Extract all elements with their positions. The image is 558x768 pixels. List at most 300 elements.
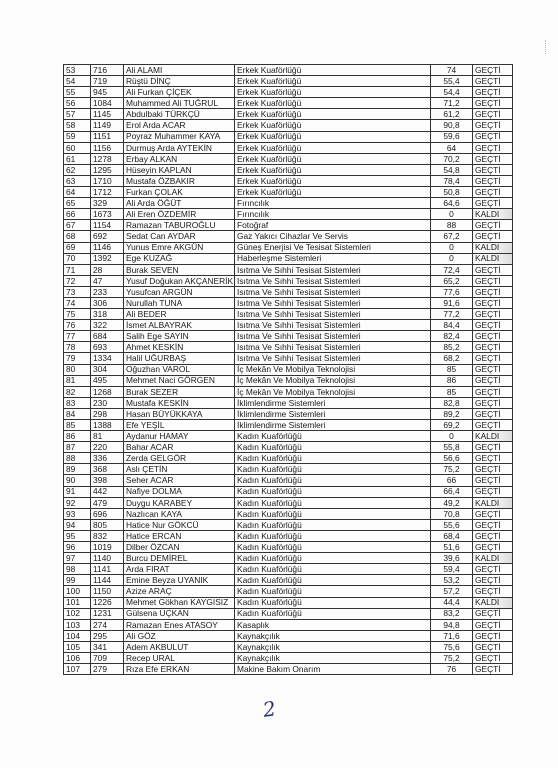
table-row xyxy=(64,164,513,175)
score-cell: 50,8 xyxy=(431,187,473,198)
row-number-cell: 57 xyxy=(64,109,91,120)
row-number-cell: 80 xyxy=(64,364,91,375)
applicant-number-cell: 298 xyxy=(91,408,124,419)
name-cell: Erol Arda ACAR xyxy=(124,120,235,131)
table-row xyxy=(64,564,513,575)
score-cell: 74 xyxy=(431,65,473,76)
table-row xyxy=(64,264,513,275)
result-cell: KALDI xyxy=(473,242,513,253)
applicant-number-cell: 1149 xyxy=(91,120,124,131)
department-cell: Isıtma Ve Sıhhi Tesisat Sistemleri xyxy=(235,286,431,297)
name-cell: Adem AKBULUT xyxy=(124,641,235,652)
table-row xyxy=(64,87,513,98)
result-cell: GEÇTİ xyxy=(473,486,513,497)
score-cell: 64,6 xyxy=(431,198,473,209)
row-number-cell: 103 xyxy=(64,619,91,630)
result-cell: KALDI xyxy=(473,497,513,508)
table-row xyxy=(64,475,513,486)
result-cell: GEÇTİ xyxy=(473,275,513,286)
result-cell: GEÇTİ xyxy=(473,397,513,408)
table-row xyxy=(64,608,513,619)
applicant-number-cell: 709 xyxy=(91,652,124,663)
department-cell: Kadın Kuaförlüğü xyxy=(235,431,431,442)
table-row xyxy=(64,297,513,308)
name-cell: Poyraz Muhammer KAYA xyxy=(124,131,235,142)
result-cell: GEÇTİ xyxy=(473,164,513,175)
department-cell: Kadın Kuaförlüğü xyxy=(235,486,431,497)
table-row xyxy=(64,187,513,198)
name-cell: Nurullah TUNA xyxy=(124,297,235,308)
row-number-cell: 106 xyxy=(64,652,91,663)
applicant-number-cell: 1226 xyxy=(91,597,124,608)
department-cell: Erkek Kuaförlüğü xyxy=(235,153,431,164)
row-number-cell: 86 xyxy=(64,431,91,442)
score-cell: 39,6 xyxy=(431,553,473,564)
result-cell: GEÇTİ xyxy=(473,630,513,641)
department-cell: Erkek Kuaförlüğü xyxy=(235,175,431,186)
name-cell: Ege KUZAĞ xyxy=(124,253,235,264)
result-cell: GEÇTİ xyxy=(473,187,513,198)
applicant-number-cell: 1144 xyxy=(91,575,124,586)
department-cell: İklimlendirme Sistemleri xyxy=(235,397,431,408)
table-row xyxy=(64,397,513,408)
applicant-number-cell: 1278 xyxy=(91,153,124,164)
name-cell: Ramazan TABUROĞLU xyxy=(124,220,235,231)
score-cell: 90,8 xyxy=(431,120,473,131)
table-row xyxy=(64,464,513,475)
department-cell: Kadın Kuaförlüğü xyxy=(235,508,431,519)
score-cell: 0 xyxy=(431,242,473,253)
table-row xyxy=(64,630,513,641)
results-table xyxy=(63,64,513,675)
department-cell: Kadın Kuaförlüğü xyxy=(235,542,431,553)
department-cell: Isıtma Ve Sıhhi Tesisat Sistemleri xyxy=(235,297,431,308)
department-cell: Erkek Kuaförlüğü xyxy=(235,164,431,175)
applicant-number-cell: 442 xyxy=(91,486,124,497)
score-cell: 77,6 xyxy=(431,286,473,297)
row-number-cell: 73 xyxy=(64,286,91,297)
name-cell: Erbay ALKAN xyxy=(124,153,235,164)
department-cell: Isıtma Ve Sıhhi Tesisat Sistemleri xyxy=(235,320,431,331)
table-row xyxy=(64,109,513,120)
name-cell: Furkan ÇOLAK xyxy=(124,187,235,198)
row-number-cell: 62 xyxy=(64,164,91,175)
department-cell: Kadın Kuaförlüğü xyxy=(235,564,431,575)
result-cell: GEÇTİ xyxy=(473,641,513,652)
name-cell: Ramazan Enes ATASOY xyxy=(124,619,235,630)
applicant-number-cell: 832 xyxy=(91,530,124,541)
row-number-cell: 75 xyxy=(64,309,91,320)
result-cell: GEÇTİ xyxy=(473,231,513,242)
name-cell: Azize ARAÇ xyxy=(124,586,235,597)
name-cell: Rüştü DİNÇ xyxy=(124,76,235,87)
table-row xyxy=(64,342,513,353)
score-cell: 66 xyxy=(431,475,473,486)
row-number-cell: 58 xyxy=(64,120,91,131)
result-cell: GEÇTİ xyxy=(473,220,513,231)
row-number-cell: 94 xyxy=(64,519,91,530)
row-number-cell: 99 xyxy=(64,575,91,586)
department-cell: Kadın Kuaförlüğü xyxy=(235,597,431,608)
name-cell: Seher ACAR xyxy=(124,475,235,486)
score-cell: 0 xyxy=(431,253,473,264)
table-row xyxy=(64,508,513,519)
table-row xyxy=(64,431,513,442)
row-number-cell: 79 xyxy=(64,353,91,364)
row-number-cell: 107 xyxy=(64,664,91,675)
results-table-body xyxy=(64,65,513,675)
name-cell: Ali BEDER xyxy=(124,309,235,320)
applicant-number-cell: 295 xyxy=(91,630,124,641)
table-row xyxy=(64,364,513,375)
score-cell: 71,2 xyxy=(431,98,473,109)
result-cell: GEÇTİ xyxy=(473,264,513,275)
department-cell: Fırıncılık xyxy=(235,198,431,209)
score-cell: 75,2 xyxy=(431,652,473,663)
result-cell: GEÇTİ xyxy=(473,586,513,597)
table-row xyxy=(64,420,513,431)
name-cell: Ali Furkan ÇİÇEK xyxy=(124,87,235,98)
result-cell: GEÇTİ xyxy=(473,87,513,98)
row-number-cell: 105 xyxy=(64,641,91,652)
name-cell: Yunus Emre AKGÜN xyxy=(124,242,235,253)
department-cell: İklimlendirme Sistemleri xyxy=(235,408,431,419)
name-cell: Sedat Can AYDAR xyxy=(124,231,235,242)
result-cell: KALDI xyxy=(473,209,513,220)
table-row xyxy=(64,231,513,242)
score-cell: 75,2 xyxy=(431,464,473,475)
applicant-number-cell: 1154 xyxy=(91,220,124,231)
result-cell: GEÇTİ xyxy=(473,76,513,87)
department-cell: Fırıncılık xyxy=(235,209,431,220)
score-cell: 61,2 xyxy=(431,109,473,120)
table-row xyxy=(64,575,513,586)
score-cell: 85 xyxy=(431,386,473,397)
result-cell: GEÇTİ xyxy=(473,342,513,353)
row-number-cell: 67 xyxy=(64,220,91,231)
applicant-number-cell: 479 xyxy=(91,497,124,508)
applicant-number-cell: 47 xyxy=(91,275,124,286)
name-cell: Ali ALAMI xyxy=(124,65,235,76)
row-number-cell: 82 xyxy=(64,386,91,397)
applicant-number-cell: 1388 xyxy=(91,420,124,431)
table-row xyxy=(64,198,513,209)
name-cell: Dilber ÖZCAN xyxy=(124,542,235,553)
department-cell: Isıtma Ve Sıhhi Tesisat Sistemleri xyxy=(235,353,431,364)
applicant-number-cell: 1712 xyxy=(91,187,124,198)
result-cell: GEÇTİ xyxy=(473,664,513,675)
result-cell: GEÇTİ xyxy=(473,519,513,530)
applicant-number-cell: 306 xyxy=(91,297,124,308)
row-number-cell: 74 xyxy=(64,297,91,308)
department-cell: Haberleşme Sistemleri xyxy=(235,253,431,264)
result-cell: GEÇTİ xyxy=(473,364,513,375)
department-cell: Kadın Kuaförlüğü xyxy=(235,519,431,530)
table-row xyxy=(64,497,513,508)
table-row xyxy=(64,76,513,87)
row-number-cell: 77 xyxy=(64,331,91,342)
row-number-cell: 83 xyxy=(64,397,91,408)
result-cell: GEÇTİ xyxy=(473,408,513,419)
row-number-cell: 101 xyxy=(64,597,91,608)
name-cell: Mehmet Naci GÖRGEN xyxy=(124,375,235,386)
applicant-number-cell: 329 xyxy=(91,198,124,209)
department-cell: Kasaplık xyxy=(235,619,431,630)
name-cell: Mustafa ÖZBAKIR xyxy=(124,175,235,186)
table-row xyxy=(64,309,513,320)
row-number-cell: 89 xyxy=(64,464,91,475)
score-cell: 49,2 xyxy=(431,497,473,508)
name-cell: Oğuzhan VAROL xyxy=(124,364,235,375)
applicant-number-cell: 1150 xyxy=(91,586,124,597)
score-cell: 88 xyxy=(431,220,473,231)
score-cell: 75,6 xyxy=(431,641,473,652)
table-row xyxy=(64,586,513,597)
result-cell: GEÇTİ xyxy=(473,131,513,142)
department-cell: Kadın Kuaförlüğü xyxy=(235,464,431,475)
department-cell: Isıtma Ve Sıhhi Tesisat Sistemleri xyxy=(235,275,431,286)
name-cell: Burcu DEMİREL xyxy=(124,553,235,564)
name-cell: Emine Beyza UYANIK xyxy=(124,575,235,586)
row-number-cell: 95 xyxy=(64,530,91,541)
score-cell: 54,4 xyxy=(431,87,473,98)
applicant-number-cell: 495 xyxy=(91,375,124,386)
row-number-cell: 84 xyxy=(64,408,91,419)
applicant-number-cell: 368 xyxy=(91,464,124,475)
applicant-number-cell: 693 xyxy=(91,342,124,353)
name-cell: Recep URAL xyxy=(124,652,235,663)
table-row xyxy=(64,553,513,564)
applicant-number-cell: 336 xyxy=(91,453,124,464)
score-cell: 86 xyxy=(431,375,473,386)
score-cell: 44,4 xyxy=(431,597,473,608)
result-cell: GEÇTİ xyxy=(473,109,513,120)
department-cell: Erkek Kuaförlüğü xyxy=(235,109,431,120)
department-cell: Isıtma Ve Sıhhi Tesisat Sistemleri xyxy=(235,342,431,353)
name-cell: Hatice Nur GÖKCÜ xyxy=(124,519,235,530)
applicant-number-cell: 1141 xyxy=(91,564,124,575)
row-number-cell: 55 xyxy=(64,87,91,98)
name-cell: Ali GÖZ xyxy=(124,630,235,641)
applicant-number-cell: 233 xyxy=(91,286,124,297)
department-cell: Erkek Kuaförlüğü xyxy=(235,131,431,142)
table-row xyxy=(64,286,513,297)
row-number-cell: 91 xyxy=(64,486,91,497)
table-row xyxy=(64,597,513,608)
score-cell: 67,2 xyxy=(431,231,473,242)
score-cell: 54,8 xyxy=(431,164,473,175)
name-cell: Efe YEŞİL xyxy=(124,420,235,431)
table-row xyxy=(64,519,513,530)
applicant-number-cell: 1151 xyxy=(91,131,124,142)
table-row xyxy=(64,652,513,663)
name-cell: Durmuş Arda AYTEKİN xyxy=(124,142,235,153)
result-cell: KALDI xyxy=(473,597,513,608)
applicant-number-cell: 805 xyxy=(91,519,124,530)
score-cell: 70,8 xyxy=(431,508,473,519)
result-cell: GEÇTİ xyxy=(473,542,513,553)
department-cell: Erkek Kuaförlüğü xyxy=(235,76,431,87)
name-cell: Gülsena UÇKAN xyxy=(124,608,235,619)
name-cell: Rıza Efe ERKAN xyxy=(124,664,235,675)
table-row xyxy=(64,320,513,331)
score-cell: 85,2 xyxy=(431,342,473,353)
department-cell: Kadın Kuaförlüğü xyxy=(235,586,431,597)
score-cell: 85 xyxy=(431,364,473,375)
table-row xyxy=(64,175,513,186)
table-row xyxy=(64,664,513,675)
name-cell: Muhammed Ali TUĞRUL xyxy=(124,98,235,109)
result-cell: KALDI xyxy=(473,431,513,442)
result-cell: GEÇTİ xyxy=(473,331,513,342)
score-cell: 83,2 xyxy=(431,608,473,619)
table-row xyxy=(64,619,513,630)
row-number-cell: 72 xyxy=(64,275,91,286)
table-row xyxy=(64,641,513,652)
row-number-cell: 104 xyxy=(64,630,91,641)
row-number-cell: 65 xyxy=(64,198,91,209)
name-cell: Aydanur HAMAY xyxy=(124,431,235,442)
score-cell: 78,4 xyxy=(431,175,473,186)
score-cell: 57,2 xyxy=(431,586,473,597)
result-cell: GEÇTİ xyxy=(473,619,513,630)
name-cell: Salih Ege SAYIN xyxy=(124,331,235,342)
result-cell: GEÇTİ xyxy=(473,508,513,519)
row-number-cell: 88 xyxy=(64,453,91,464)
applicant-number-cell: 1334 xyxy=(91,353,124,364)
table-row xyxy=(64,375,513,386)
table-row xyxy=(64,131,513,142)
handwritten-page-number: 2 xyxy=(261,696,278,722)
result-cell: GEÇTİ xyxy=(473,153,513,164)
result-cell: GEÇTİ xyxy=(473,375,513,386)
score-cell: 72,4 xyxy=(431,264,473,275)
result-cell: GEÇTİ xyxy=(473,65,513,76)
row-number-cell: 59 xyxy=(64,131,91,142)
score-cell: 69,2 xyxy=(431,420,473,431)
score-cell: 66,4 xyxy=(431,486,473,497)
name-cell: Yusuf Doğukan AKÇANERİK xyxy=(124,275,235,286)
name-cell: Burak SEZER xyxy=(124,386,235,397)
result-cell: GEÇTİ xyxy=(473,652,513,663)
applicant-number-cell: 1156 xyxy=(91,142,124,153)
name-cell: Nazlıcan KAYA xyxy=(124,508,235,519)
result-cell: GEÇTİ xyxy=(473,175,513,186)
score-cell: 68,4 xyxy=(431,530,473,541)
applicant-number-cell: 696 xyxy=(91,508,124,519)
table-row xyxy=(64,209,513,220)
table-row xyxy=(64,253,513,264)
department-cell: İç Mekân Ve Mobilya Teknolojisi xyxy=(235,386,431,397)
score-cell: 64 xyxy=(431,142,473,153)
score-cell: 59,6 xyxy=(431,131,473,142)
department-cell: Isıtma Ve Sıhhi Tesisat Sistemleri xyxy=(235,264,431,275)
table-row xyxy=(64,153,513,164)
result-cell: GEÇTİ xyxy=(473,608,513,619)
department-cell: Kadın Kuaförlüğü xyxy=(235,497,431,508)
table-row xyxy=(64,408,513,419)
department-cell: Erkek Kuaförlüğü xyxy=(235,142,431,153)
department-cell: Erkek Kuaförlüğü xyxy=(235,87,431,98)
department-cell: Kadın Kuaförlüğü xyxy=(235,608,431,619)
score-cell: 59,4 xyxy=(431,564,473,575)
score-cell: 84,4 xyxy=(431,320,473,331)
table-row xyxy=(64,353,513,364)
table-row xyxy=(64,386,513,397)
department-cell: Kaynakçılık xyxy=(235,652,431,663)
score-cell: 71,6 xyxy=(431,630,473,641)
result-cell: GEÇTİ xyxy=(473,198,513,209)
name-cell: Arda FIRAT xyxy=(124,564,235,575)
result-cell: GEÇTİ xyxy=(473,98,513,109)
department-cell: Kadın Kuaförlüğü xyxy=(235,575,431,586)
row-number-cell: 87 xyxy=(64,442,91,453)
name-cell: Burak SEVEN xyxy=(124,264,235,275)
department-cell: Kadın Kuaförlüğü xyxy=(235,553,431,564)
row-number-cell: 69 xyxy=(64,242,91,253)
name-cell: Aslı ÇETİN xyxy=(124,464,235,475)
score-cell: 76 xyxy=(431,664,473,675)
applicant-number-cell: 274 xyxy=(91,619,124,630)
department-cell: Kadın Kuaförlüğü xyxy=(235,442,431,453)
applicant-number-cell: 692 xyxy=(91,231,124,242)
applicant-number-cell: 1231 xyxy=(91,608,124,619)
row-number-cell: 63 xyxy=(64,175,91,186)
name-cell: Duygu KARABEY xyxy=(124,497,235,508)
row-number-cell: 93 xyxy=(64,508,91,519)
name-cell: Yusufcan ARGÜN xyxy=(124,286,235,297)
score-cell: 94,8 xyxy=(431,619,473,630)
name-cell: Mustafa KESKİN xyxy=(124,397,235,408)
applicant-number-cell: 716 xyxy=(91,65,124,76)
table-row xyxy=(64,120,513,131)
row-number-cell: 85 xyxy=(64,420,91,431)
score-cell: 51,6 xyxy=(431,542,473,553)
table-row xyxy=(64,442,513,453)
result-cell: GEÇTİ xyxy=(473,297,513,308)
row-number-cell: 100 xyxy=(64,586,91,597)
score-cell: 53,2 xyxy=(431,575,473,586)
score-cell: 0 xyxy=(431,209,473,220)
applicant-number-cell: 1268 xyxy=(91,386,124,397)
applicant-number-cell: 1084 xyxy=(91,98,124,109)
department-cell: Kaynakçılık xyxy=(235,630,431,641)
row-number-cell: 68 xyxy=(64,231,91,242)
applicant-number-cell: 1392 xyxy=(91,253,124,264)
row-number-cell: 71 xyxy=(64,264,91,275)
applicant-number-cell: 1673 xyxy=(91,209,124,220)
score-cell: 77,2 xyxy=(431,309,473,320)
applicant-number-cell: 322 xyxy=(91,320,124,331)
row-number-cell: 66 xyxy=(64,209,91,220)
department-cell: Güneş Enerjisi Ve Tesisat Sistemleri xyxy=(235,242,431,253)
row-number-cell: 53 xyxy=(64,65,91,76)
score-cell: 82,8 xyxy=(431,397,473,408)
row-number-cell: 90 xyxy=(64,475,91,486)
department-cell: Kadın Kuaförlüğü xyxy=(235,475,431,486)
department-cell: İklimlendirme Sistemleri xyxy=(235,420,431,431)
name-cell: Bahar ACAR xyxy=(124,442,235,453)
result-cell: GEÇTİ xyxy=(473,320,513,331)
result-cell: KALDI xyxy=(473,553,513,564)
score-cell: 56,6 xyxy=(431,453,473,464)
name-cell: İsmet ALBAYRAK xyxy=(124,320,235,331)
table-row xyxy=(64,275,513,286)
result-cell: GEÇTİ xyxy=(473,475,513,486)
department-cell: Kaynakçılık xyxy=(235,641,431,652)
score-cell: 91,6 xyxy=(431,297,473,308)
department-cell: Kadın Kuaförlüğü xyxy=(235,453,431,464)
